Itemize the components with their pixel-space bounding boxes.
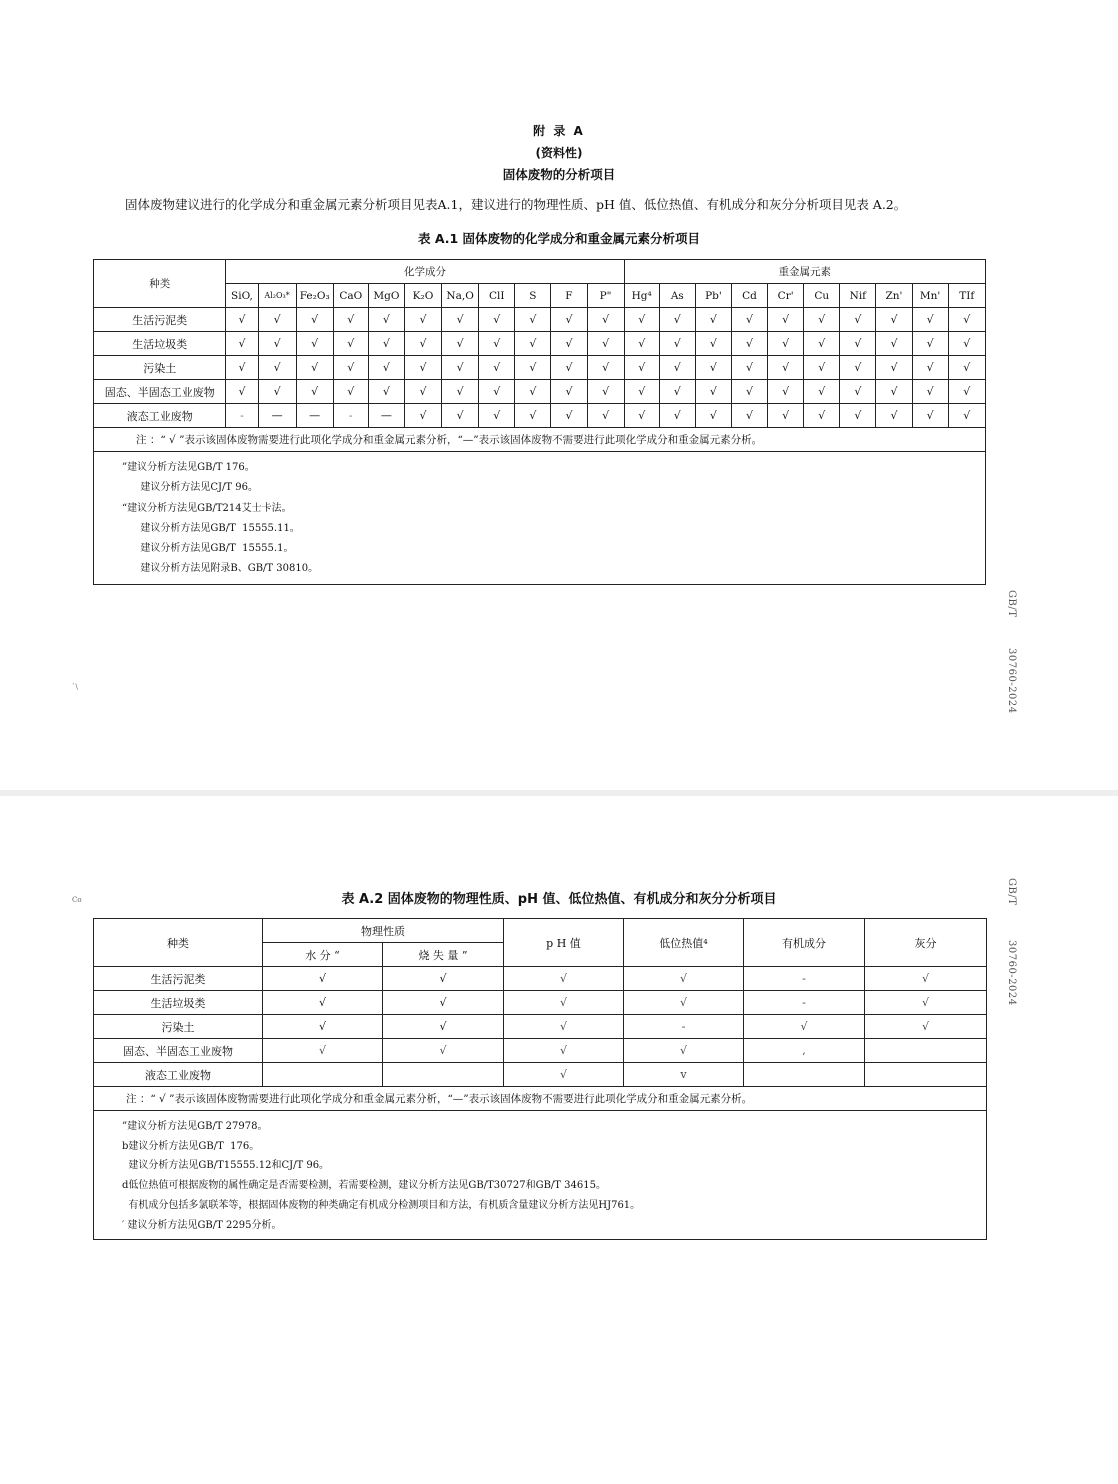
table-cell: √ [515, 332, 551, 356]
table-cell: √ [296, 356, 333, 380]
table-cell: √ [912, 356, 948, 380]
metal-group-header: 重金属元素 [624, 260, 985, 284]
table-cell: √ [624, 404, 659, 428]
table-cell: √ [504, 967, 624, 991]
table-cell: √ [368, 308, 404, 332]
table-note: 注 ：“ √ ”表示该固体废物需要进行此项化学成分和重金属元素分析，“—”表示该固体废物不需要进行此项化学成分和重金属元素分析。 [94, 1087, 987, 1111]
table-cell: √ [948, 380, 985, 404]
table-cell: √ [659, 332, 695, 356]
heat-header: 低位热值⁴ [624, 919, 744, 967]
footnote-line: 建议分析方法见附录B、GB/T 30810。 [134, 563, 319, 575]
table-row [94, 967, 987, 991]
metal-col-header: Cu [804, 284, 840, 308]
table-cell: √ [840, 380, 876, 404]
table-cell: √ [865, 967, 987, 991]
table-cell: — [296, 404, 333, 428]
metal-col-header: Zn' [876, 284, 912, 308]
table-cell: √ [333, 356, 368, 380]
table-cell: √ [659, 356, 695, 380]
table-cell: √ [515, 308, 551, 332]
table-cell: √ [551, 356, 587, 380]
metal-col-header: Cr' [768, 284, 804, 308]
table-cell: √ [948, 308, 985, 332]
table-cell: - [744, 991, 865, 1015]
ph-header: p H 值 [504, 919, 624, 967]
table-row [94, 1015, 987, 1039]
table-cell: √ [442, 356, 479, 380]
table-row [94, 380, 986, 404]
metal-col-header: Cd [731, 284, 767, 308]
table-cell: √ [804, 332, 840, 356]
table-cell: √ [587, 356, 624, 380]
table-row [94, 1063, 987, 1087]
table-cell: √ [948, 404, 985, 428]
table-cell [744, 1063, 865, 1087]
metal-col-header: Pb' [695, 284, 731, 308]
table-cell: √ [659, 308, 695, 332]
category-header: 种类 [94, 919, 263, 967]
table2-caption: 表 A.2 固体废物的物理性质、pH 值、低位热值、有机成分和灰分分析项目 [341, 892, 777, 907]
organic-header: 有机成分 [744, 919, 865, 967]
row-label: 生活污泥类 [94, 967, 263, 991]
table-cell: √ [479, 404, 515, 428]
table-cell: √ [876, 356, 912, 380]
table-cell: √ [515, 356, 551, 380]
chem-col-header: SiO, [226, 284, 258, 308]
table-cell: √ [768, 356, 804, 380]
appendix-heading: 固体废物的分析项目 [502, 167, 616, 182]
table-cell: √ [479, 380, 515, 404]
table-cell: √ [258, 356, 296, 380]
table-cell: √ [404, 380, 441, 404]
table-cell: √ [876, 404, 912, 428]
row-label: 生活污泥类 [94, 308, 226, 332]
table-cell: √ [226, 332, 258, 356]
row-label: 污染土 [94, 1015, 263, 1039]
table-cell: - [624, 1015, 744, 1039]
table-cell: √ [258, 332, 296, 356]
table-cell: √ [624, 332, 659, 356]
table-cell: √ [226, 380, 258, 404]
metal-col-header: Mn' [912, 284, 948, 308]
table-cell: √ [768, 308, 804, 332]
intro-paragraph: 固体废物建议进行的化学成分和重金属元素分析项目见表A.1，建议进行的物理性质、pH 值、低位热值、有机成分和灰分分析项目见表 A.2。 [125, 197, 907, 212]
row-label: 生活垃圾类 [94, 332, 226, 356]
note-row [94, 1087, 987, 1111]
footnote-line: 有机成分包括多氯联苯等，根据固体废物的种类确定有机成分检测项目和方法，有机质含量建议分析方法见HJ761。 [122, 1199, 641, 1211]
table-cell: √ [504, 1063, 624, 1087]
table-physical-properties [93, 918, 987, 1240]
table-cell: √ [368, 380, 404, 404]
std-prefix-mark: GB/T [1006, 590, 1017, 618]
row-label: 液态工业废物 [94, 404, 226, 428]
stray-mark-2: Co [72, 896, 82, 904]
table-cell: √ [383, 1015, 504, 1039]
table-cell: √ [479, 332, 515, 356]
table-cell: √ [865, 1015, 987, 1039]
table-cell: √ [695, 404, 731, 428]
table-cell: √ [624, 1039, 744, 1063]
table-cell: √ [368, 356, 404, 380]
table-cell: √ [263, 1039, 383, 1063]
table-cell: √ [368, 332, 404, 356]
footnote-line: b建议分析方法见GB/T 176。 [122, 1140, 260, 1152]
table-row [94, 404, 986, 428]
table-cell: √ [695, 308, 731, 332]
table-cell: √ [479, 308, 515, 332]
table-cell: √ [296, 332, 333, 356]
table-cell: √ [731, 356, 767, 380]
table-cell: √ [226, 308, 258, 332]
table-cell: √ [258, 380, 296, 404]
table-cell: √ [804, 404, 840, 428]
table-chemical-heavy-metal [93, 259, 986, 585]
metal-col-header: TIf [948, 284, 985, 308]
row-label: 生活垃圾类 [94, 991, 263, 1015]
chem-group-header: 化学成分 [226, 260, 624, 284]
footnotes [94, 1111, 987, 1240]
std-prefix-mark-2: GB/T [1006, 878, 1017, 906]
row-label: 固态、半固态工业废物 [94, 380, 226, 404]
table-cell: √ [551, 308, 587, 332]
table-row [94, 1039, 987, 1063]
table-cell: √ [504, 991, 624, 1015]
table-cell: √ [383, 991, 504, 1015]
table-cell: √ [263, 1015, 383, 1039]
appendix-title: 附 录 A [533, 124, 585, 138]
footnote-line: 建议分析方法见GB/T15555.12和CJ/T 96。 [122, 1160, 330, 1172]
table-row [94, 991, 987, 1015]
table-cell: √ [515, 380, 551, 404]
chem-col-header: MgO [368, 284, 404, 308]
footnote-line: ”建议分析方法见GB/T 176。 [122, 462, 255, 473]
table-cell: √ [912, 308, 948, 332]
table-cell: √ [768, 380, 804, 404]
table-cell: √ [768, 404, 804, 428]
table-note: 注 ：“ √ ”表示该固体废物需要进行此项化学成分和重金属元素分析，“—”表示该固体废物不需要进行此项化学成分和重金属元素分析。 [94, 428, 986, 452]
table-cell: √ [624, 991, 744, 1015]
footnote-row [94, 1111, 987, 1240]
table-cell: √ [731, 404, 767, 428]
footnote-row [94, 452, 986, 585]
table-cell: v [624, 1063, 744, 1087]
table-cell: √ [804, 308, 840, 332]
table-cell: √ [659, 404, 695, 428]
table-cell: √ [404, 404, 441, 428]
table-cell: - [333, 404, 368, 428]
table-row [94, 308, 986, 332]
table-cell: √ [504, 1039, 624, 1063]
chem-col-header: F [551, 284, 587, 308]
table-cell: √ [876, 380, 912, 404]
metal-col-header: Hg⁴ [624, 284, 659, 308]
table-cell: √ [551, 332, 587, 356]
table-cell: √ [587, 380, 624, 404]
table-cell: √ [804, 380, 840, 404]
table-cell: √ [744, 1015, 865, 1039]
table-cell: √ [226, 356, 258, 380]
footnote-line: 建议分析方法见GB/T 15555.1。 [134, 543, 294, 555]
chem-col-header: ClI [479, 284, 515, 308]
table-cell: √ [624, 356, 659, 380]
table-cell: √ [624, 380, 659, 404]
table-cell: √ [333, 308, 368, 332]
chem-col-header: P" [587, 284, 624, 308]
table-cell: √ [731, 332, 767, 356]
table-cell: √ [865, 991, 987, 1015]
table-cell: √ [840, 332, 876, 356]
table-cell: √ [804, 356, 840, 380]
table-cell: √ [624, 308, 659, 332]
footnote-line: 建议分析方法见CJ/T 96。 [134, 482, 258, 494]
row-label: 固态、半固态工业废物 [94, 1039, 263, 1063]
table-cell [383, 1063, 504, 1087]
table-cell: √ [731, 380, 767, 404]
table-cell: — [368, 404, 404, 428]
table-cell: √ [876, 308, 912, 332]
footnote-line: ′ 建议分析方法见GB/T 2295分析。 [122, 1219, 282, 1231]
table-cell: √ [479, 356, 515, 380]
table-cell [865, 1063, 987, 1087]
table-cell: √ [695, 356, 731, 380]
table-cell: √ [876, 332, 912, 356]
row-label: 污染土 [94, 356, 226, 380]
table-cell: - [226, 404, 258, 428]
table-cell: - [744, 967, 865, 991]
table-cell: √ [333, 332, 368, 356]
table-cell: √ [551, 380, 587, 404]
phys-group-header: 物理性质 [263, 919, 504, 943]
chem-col-header: S [515, 284, 551, 308]
std-number-mark-2: 30760-2024 [1006, 940, 1017, 1006]
table-cell: √ [504, 1015, 624, 1039]
table-cell: √ [840, 308, 876, 332]
chem-col-header: CaO [333, 284, 368, 308]
table-cell: √ [442, 380, 479, 404]
stray-mark: `\ [72, 683, 78, 691]
footnote-line: ”建议分析方法见GB/T 27978。 [122, 1121, 268, 1132]
table1-caption: 表 A.1 固体废物的化学成分和重金属元素分析项目 [417, 231, 701, 246]
note-row [94, 428, 986, 452]
metal-col-header: As [659, 284, 695, 308]
table-cell: √ [768, 332, 804, 356]
table-cell: √ [731, 308, 767, 332]
metal-col-header: Nif [840, 284, 876, 308]
category-header: 种类 [94, 260, 226, 308]
table-row [94, 332, 986, 356]
table-cell: √ [587, 332, 624, 356]
footnotes [94, 452, 986, 585]
table-cell: √ [296, 380, 333, 404]
water-header: 水 分 “ [263, 943, 383, 967]
table-cell: √ [258, 308, 296, 332]
table-cell: √ [442, 404, 479, 428]
table-cell: √ [695, 380, 731, 404]
std-number-mark: 30760-2024 [1006, 648, 1017, 714]
footnote-line: “建议分析方法见GB/T214艾士卡法。 [122, 502, 292, 514]
table-cell: √ [624, 967, 744, 991]
ash-header: 灰分 [865, 919, 987, 967]
table-cell: , [744, 1039, 865, 1063]
table-cell: √ [442, 308, 479, 332]
table-row [94, 356, 986, 380]
table-cell: √ [383, 967, 504, 991]
table-cell: √ [659, 380, 695, 404]
chem-col-header: Fe₂O₃ [296, 284, 333, 308]
table-cell: √ [912, 404, 948, 428]
table-cell: √ [515, 404, 551, 428]
table-cell [263, 1063, 383, 1087]
table-cell: √ [948, 332, 985, 356]
loss-header: 烧 失 量 ” [383, 943, 504, 967]
table-cell: √ [404, 308, 441, 332]
chem-col-header: Na,O [442, 284, 479, 308]
footnote-line: d低位热值可根据废物的属性确定是否需要检测，若需要检测，建议分析方法见GB/T30727和GB/T 34615。 [122, 1180, 606, 1192]
table-cell: √ [263, 967, 383, 991]
table-cell: √ [695, 332, 731, 356]
chem-col-header: Al₂O₃* [258, 284, 296, 308]
footnote-line: 建议分析方法见GB/T 15555.11。 [134, 522, 300, 534]
table-cell: √ [333, 380, 368, 404]
table-cell: √ [587, 404, 624, 428]
table-cell: √ [551, 404, 587, 428]
table-cell: √ [587, 308, 624, 332]
table-cell: √ [296, 308, 333, 332]
table-cell: √ [948, 356, 985, 380]
table-cell: √ [404, 356, 441, 380]
table-cell: √ [912, 332, 948, 356]
table-cell: √ [840, 404, 876, 428]
table-cell: √ [263, 991, 383, 1015]
table-cell: √ [840, 356, 876, 380]
table-cell: √ [912, 380, 948, 404]
table-cell [865, 1039, 987, 1063]
chem-col-header: K₂O [404, 284, 441, 308]
row-label: 液态工业废物 [94, 1063, 263, 1087]
table-cell: — [258, 404, 296, 428]
table-cell: √ [383, 1039, 504, 1063]
table-cell: √ [442, 332, 479, 356]
table-cell: √ [404, 332, 441, 356]
appendix-subtitle: (资料性) [535, 146, 583, 160]
